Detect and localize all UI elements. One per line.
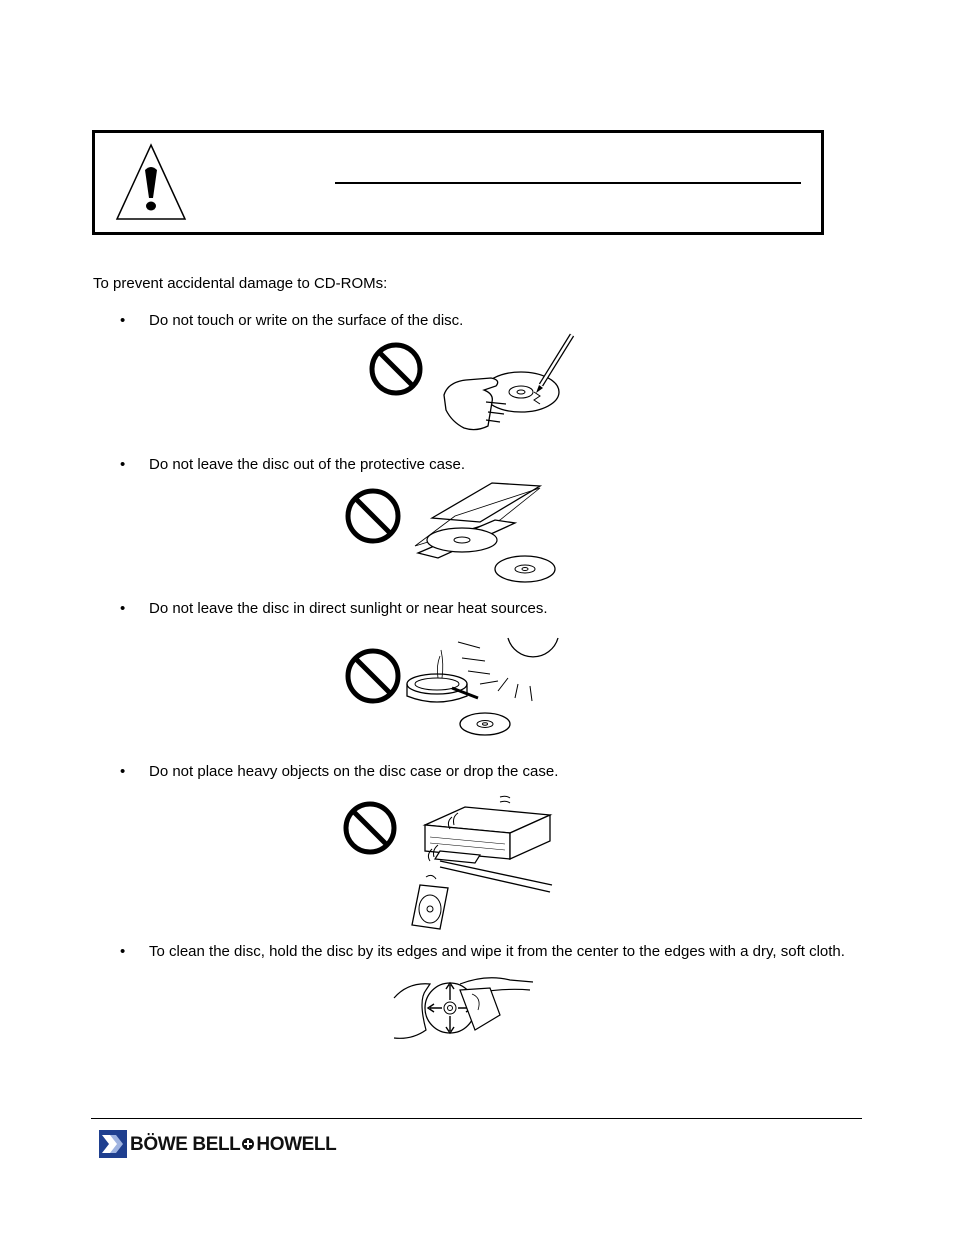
caution-heading-rule bbox=[335, 182, 801, 184]
open-case-illustration bbox=[340, 478, 565, 586]
prohibition-icon bbox=[348, 651, 398, 701]
heavy-object-illustration bbox=[340, 795, 558, 935]
bullet-3-text: Do not leave the disc in direct sunlight or near heat sources. bbox=[149, 600, 548, 617]
bullet-5-symbol: • bbox=[120, 943, 126, 960]
intro-text: To prevent accidental damage to CD-ROMs: bbox=[93, 275, 388, 292]
cleaning-disc-illustration bbox=[390, 970, 540, 1042]
bullet-5-text: To clean the disc, hold the disc by its edges and wipe it from the center to the edges with a dry, soft cloth. bbox=[149, 943, 845, 960]
footer-rule bbox=[91, 1118, 862, 1119]
bullet-1-text: Do not touch or write on the surface of the disc. bbox=[149, 312, 464, 329]
bullet-4-symbol: • bbox=[120, 763, 126, 780]
bowe-bell-howell-logo-icon bbox=[99, 1130, 127, 1158]
no-touch-disc-illustration bbox=[366, 330, 581, 435]
prohibition-icon bbox=[348, 491, 398, 541]
logo-text-part-2: HOWELL bbox=[256, 1134, 337, 1155]
bullet-1-symbol: • bbox=[120, 312, 126, 329]
bullet-3-symbol: • bbox=[120, 600, 126, 617]
prohibition-icon bbox=[372, 345, 420, 393]
bullet-2-symbol: • bbox=[120, 456, 126, 473]
sunlight-heat-illustration bbox=[340, 636, 565, 738]
bullet-2-text: Do not leave the disc out of the protective case. bbox=[149, 456, 466, 473]
bullet-4-text: Do not place heavy objects on the disc case or drop the case. bbox=[149, 763, 559, 780]
logo-text-part-1: BÖWE BELL bbox=[130, 1134, 241, 1155]
warning-triangle-icon bbox=[114, 142, 188, 222]
company-logo-text bbox=[130, 1134, 336, 1156]
prohibition-icon bbox=[346, 804, 394, 852]
logo-plus-circle-icon bbox=[241, 1137, 255, 1151]
